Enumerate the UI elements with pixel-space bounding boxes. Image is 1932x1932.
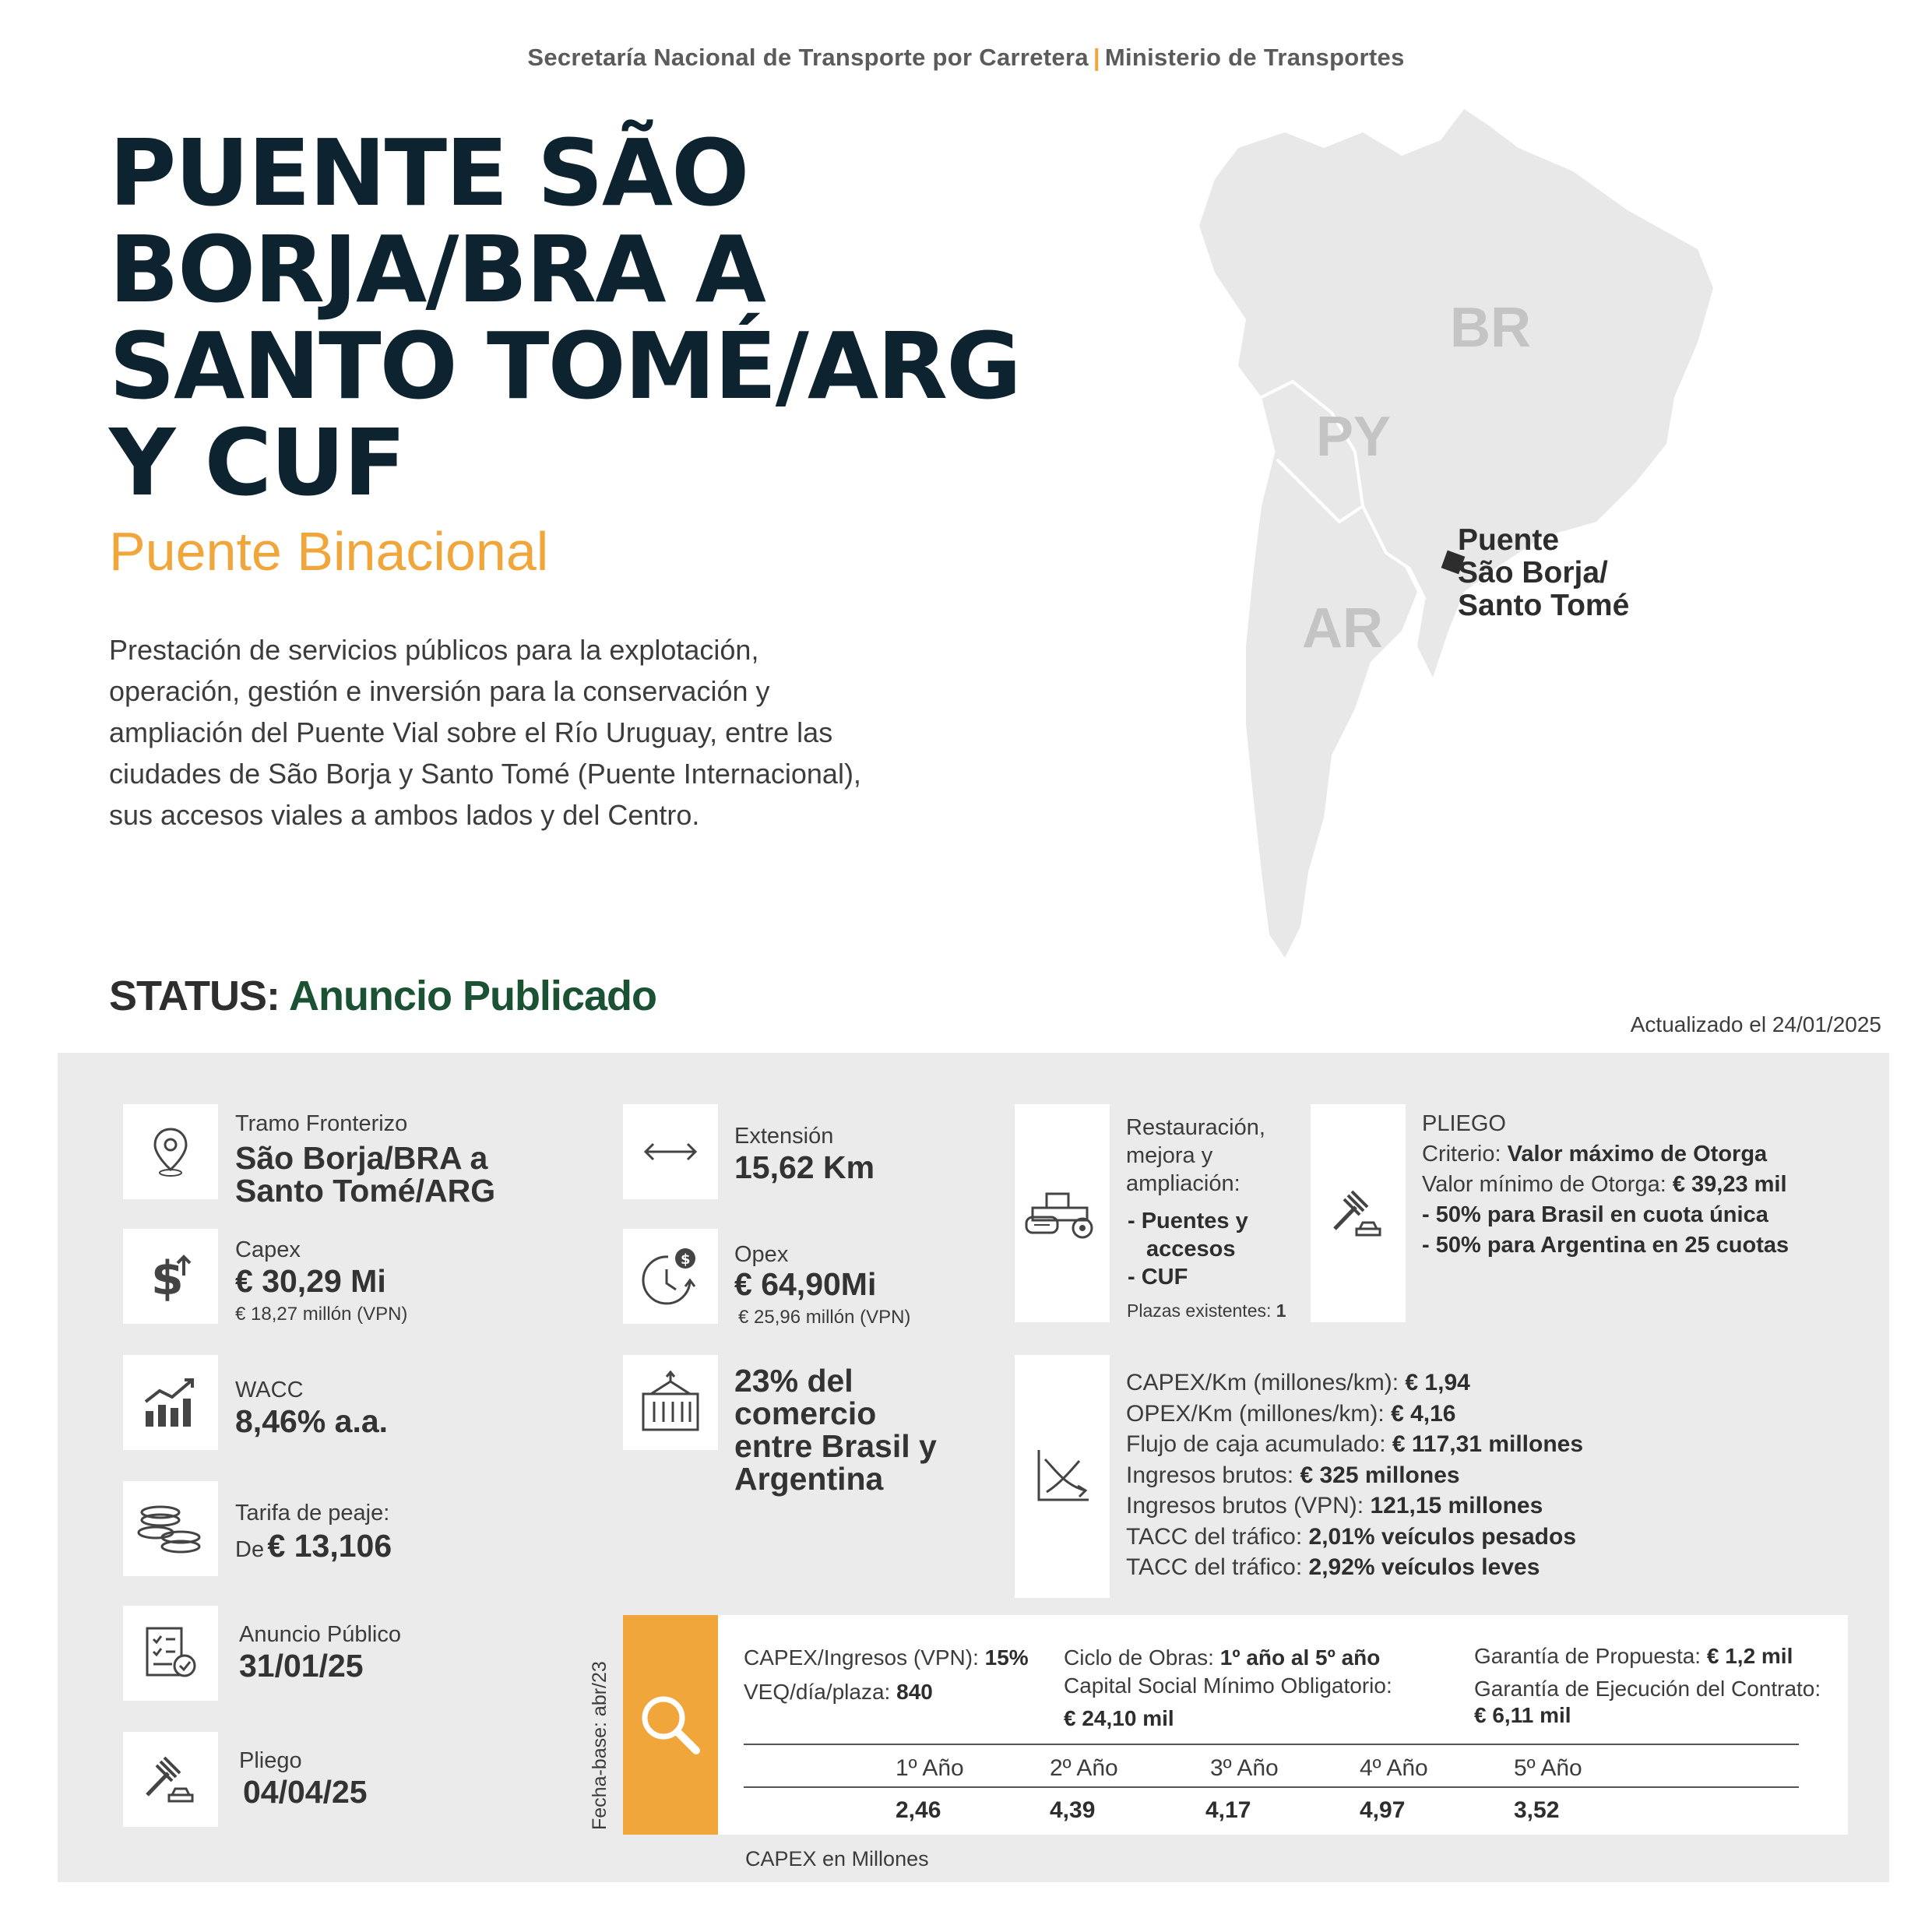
year-value: 3,52 (1514, 1797, 1560, 1823)
financial-row (1126, 1490, 1583, 1522)
financial-row (1126, 1367, 1583, 1399)
restauracion-text (1126, 1114, 1265, 1198)
financial-value: 2,01% veículos pesados (1308, 1523, 1577, 1550)
veq-label: VEQ/día/plaza: (744, 1680, 891, 1704)
marker-label-line: Santo Tomé (1458, 589, 1630, 622)
title-line: BORJA/BRA A (109, 216, 765, 323)
financial-row (1126, 1399, 1583, 1430)
clock-dollar-icon (623, 1229, 718, 1324)
peaje-prefix: De (235, 1537, 265, 1562)
restauracion-item: accesos (1146, 1237, 1236, 1262)
veq (744, 1677, 933, 1707)
financial-label: Ingresos brutos: (1126, 1462, 1294, 1488)
comercio-line: comercio (734, 1395, 877, 1431)
pliego-criterio-label: Criterio: (1422, 1142, 1501, 1167)
pliego-minimo (1422, 1170, 1789, 1200)
garantia-prop-label: Garantía de Propuesta: (1474, 1644, 1701, 1668)
restauracion-item: - CUF (1128, 1265, 1188, 1290)
restauracion-line: ampliación: (1126, 1171, 1240, 1196)
peaje-value: € 13,106 (267, 1528, 392, 1564)
header-ministry (0, 44, 1932, 72)
financial-value: € 4,16 (1391, 1400, 1456, 1427)
pliego-minimo-value: € 39,23 mil (1672, 1172, 1787, 1197)
project-description: Prestación de servicios públicos para la explotación, operación, gestión e inversión para la conservación y ampliación del Puente Vial sobre el Río Uruguay, entre las ciudades de São Borja y Santo Tomé (Puente Internacional), sus accesos viales a ambos lados y del Centro. (109, 634, 861, 831)
table-divider (744, 1786, 1799, 1788)
svg-text:$: $ (151, 1251, 184, 1304)
capex-note: CAPEX en Millones (745, 1847, 929, 1870)
pliego-minimo-label: Valor mínimo de Otorga: (1422, 1172, 1666, 1197)
location-pin-icon (123, 1104, 218, 1199)
header-secretaria: Secretaría Nacional de Transporte por Carretera (527, 44, 1089, 71)
map-label-br: BR (1450, 297, 1531, 359)
year-value: 4,39 (1050, 1797, 1096, 1823)
pliego-bullet: - 50% para Argentina en 25 cuotas (1422, 1233, 1789, 1258)
container-icon (623, 1355, 718, 1450)
restauracion-line: Restauración, (1126, 1115, 1265, 1140)
garantia-prop-value: € 1,2 mil (1706, 1644, 1793, 1668)
year-value: 2,46 (896, 1797, 941, 1823)
ciclo-value: 1º año al 5º año (1219, 1645, 1381, 1670)
map-marker-label (1458, 524, 1629, 622)
coins-icon (123, 1481, 218, 1576)
decline-chart-icon (1015, 1355, 1110, 1598)
pliego-text (1422, 1109, 1789, 1261)
wacc-value: 8,46% a.a. (235, 1403, 389, 1439)
table-divider (744, 1744, 1799, 1745)
opex-value: € 64,90Mi (734, 1266, 877, 1302)
capex-ingresos-label: CAPEX/Ingresos (VPN): (744, 1645, 979, 1670)
tramo-value-line1: São Borja/BRA a (235, 1140, 488, 1176)
marker-label-line: Puente (1458, 523, 1560, 557)
capital-label: Capital Social Mínimo Obligatorio: (1064, 1673, 1392, 1698)
year-value: 4,17 (1205, 1797, 1251, 1823)
comercio-text (734, 1364, 937, 1495)
capex-value: € 30,29 Mi (235, 1263, 386, 1299)
comercio-line: entre Brasil y (734, 1428, 937, 1464)
financial-label: CAPEX/Km (millones/km): (1126, 1370, 1399, 1395)
plazas-value: 1 (1276, 1300, 1286, 1321)
plazas-label: Plazas existentes: (1127, 1300, 1272, 1321)
pliego-criterio (1422, 1139, 1789, 1170)
pliego-criterio-value: Valor máximo de Otorga (1507, 1142, 1768, 1167)
wacc-label: WACC (235, 1378, 304, 1402)
status-label: STATUS: (109, 973, 280, 1019)
financial-row (1126, 1522, 1583, 1553)
extension-label: Extensión (734, 1124, 834, 1149)
svg-text:$: $ (681, 1251, 691, 1268)
pliego-bullet: - 50% para Brasil en cuota única (1422, 1202, 1768, 1227)
year-header: 5º Año (1514, 1755, 1582, 1781)
double-arrow-icon (623, 1104, 718, 1199)
header-separator: | (1093, 44, 1100, 71)
plazas-line (1127, 1300, 1286, 1321)
financial-label: OPEX/Km (millones/km): (1126, 1400, 1385, 1427)
financial-metrics (1126, 1367, 1583, 1583)
fecha-base: Fecha-base: abr/23 (589, 1661, 611, 1830)
header-ministerio: Ministerio de Transportes (1104, 44, 1405, 71)
year-header: 2º Año (1050, 1755, 1118, 1781)
extension-value: 15,62 Km (734, 1149, 875, 1185)
title-line: Y CUF (109, 409, 405, 516)
marker-label-line: São Borja/ (1458, 556, 1608, 589)
financial-row (1126, 1552, 1583, 1583)
financial-value: € 117,31 millones (1392, 1431, 1584, 1457)
financial-value: € 1,94 (1405, 1370, 1470, 1395)
financial-label: Ingresos brutos (VPN): (1126, 1493, 1364, 1519)
opex-vpn: € 25,96 millón (VPN) (738, 1307, 911, 1328)
capex-ingresos (744, 1643, 1029, 1673)
veq-value: 840 (896, 1680, 933, 1704)
anuncio-label: Anuncio Público (239, 1622, 401, 1647)
tramo-label: Tramo Fronterizo (235, 1111, 408, 1136)
checklist-icon (123, 1606, 218, 1701)
ciclo-obras (1064, 1643, 1380, 1673)
financial-value: 2,92% veículos leves (1308, 1554, 1540, 1580)
capex-ingresos-value: 15% (984, 1645, 1029, 1670)
comercio-line: 23% del (734, 1363, 853, 1399)
title-line: PUENTE SÃO (109, 119, 748, 227)
roller-icon (1015, 1104, 1110, 1322)
dollar-up-icon (123, 1229, 218, 1324)
status-line (109, 972, 656, 1020)
capex-label: Capex (235, 1237, 301, 1262)
financial-value: € 325 millones (1300, 1462, 1460, 1488)
title-line: SANTO TOMÉ/ARG (109, 312, 1020, 420)
gavel-icon (123, 1732, 218, 1827)
financial-label: TACC del tráfico: (1126, 1554, 1303, 1580)
peaje-label: Tarifa de peaje: (235, 1501, 390, 1526)
garantia-propuesta (1474, 1642, 1793, 1671)
financial-row (1126, 1429, 1583, 1460)
map-label-py: PY (1316, 406, 1392, 468)
map-label-ar: AR (1302, 597, 1383, 660)
magnifier-icon (623, 1615, 718, 1835)
pliego-title: PLIEGO (1422, 1111, 1506, 1136)
capital-value: € 24,10 mil (1064, 1706, 1174, 1730)
garantia-ejec-label: Garantía de Ejecución del Contrato: (1474, 1677, 1821, 1701)
restauracion-line: mejora y (1126, 1143, 1213, 1168)
garantia-ejec-value: € 6,11 mil (1474, 1703, 1571, 1727)
restauracion-item: - Puentes y (1128, 1209, 1248, 1233)
financial-value: 121,15 millones (1370, 1493, 1543, 1519)
peaje-value-line (235, 1528, 392, 1564)
south-america-map (1168, 86, 1729, 973)
anuncio-value: 31/01/25 (239, 1648, 364, 1684)
financial-label: Flujo de caja acumulado: (1126, 1431, 1386, 1457)
ciclo-label: Ciclo de Obras: (1064, 1645, 1214, 1670)
pliego-date-label: Pliego (239, 1748, 302, 1773)
year-header: 4º Año (1360, 1755, 1428, 1781)
page-subtitle: Puente Binacional (109, 521, 549, 582)
year-value: 4,97 (1360, 1797, 1406, 1823)
year-header: 1º Año (896, 1755, 964, 1781)
year-header: 3º Año (1210, 1755, 1279, 1781)
pliego-date-value: 04/04/25 (243, 1774, 368, 1810)
status-value: Anuncio Publicado (288, 973, 656, 1019)
page-title (109, 119, 1121, 516)
pliego-gavel-icon (1311, 1104, 1406, 1322)
comercio-line: Argentina (734, 1461, 884, 1497)
financial-label: TACC del tráfico: (1126, 1523, 1303, 1550)
growth-chart-icon (123, 1355, 218, 1450)
updated-date: Actualizado el 24/01/2025 (1630, 1012, 1881, 1036)
capex-vpn: € 18,27 millón (VPN) (235, 1304, 408, 1325)
financial-row (1126, 1460, 1583, 1491)
opex-label: Opex (734, 1242, 789, 1267)
tramo-value-line2: Santo Tomé/ARG (235, 1173, 496, 1209)
restauracion-items (1128, 1207, 1248, 1291)
